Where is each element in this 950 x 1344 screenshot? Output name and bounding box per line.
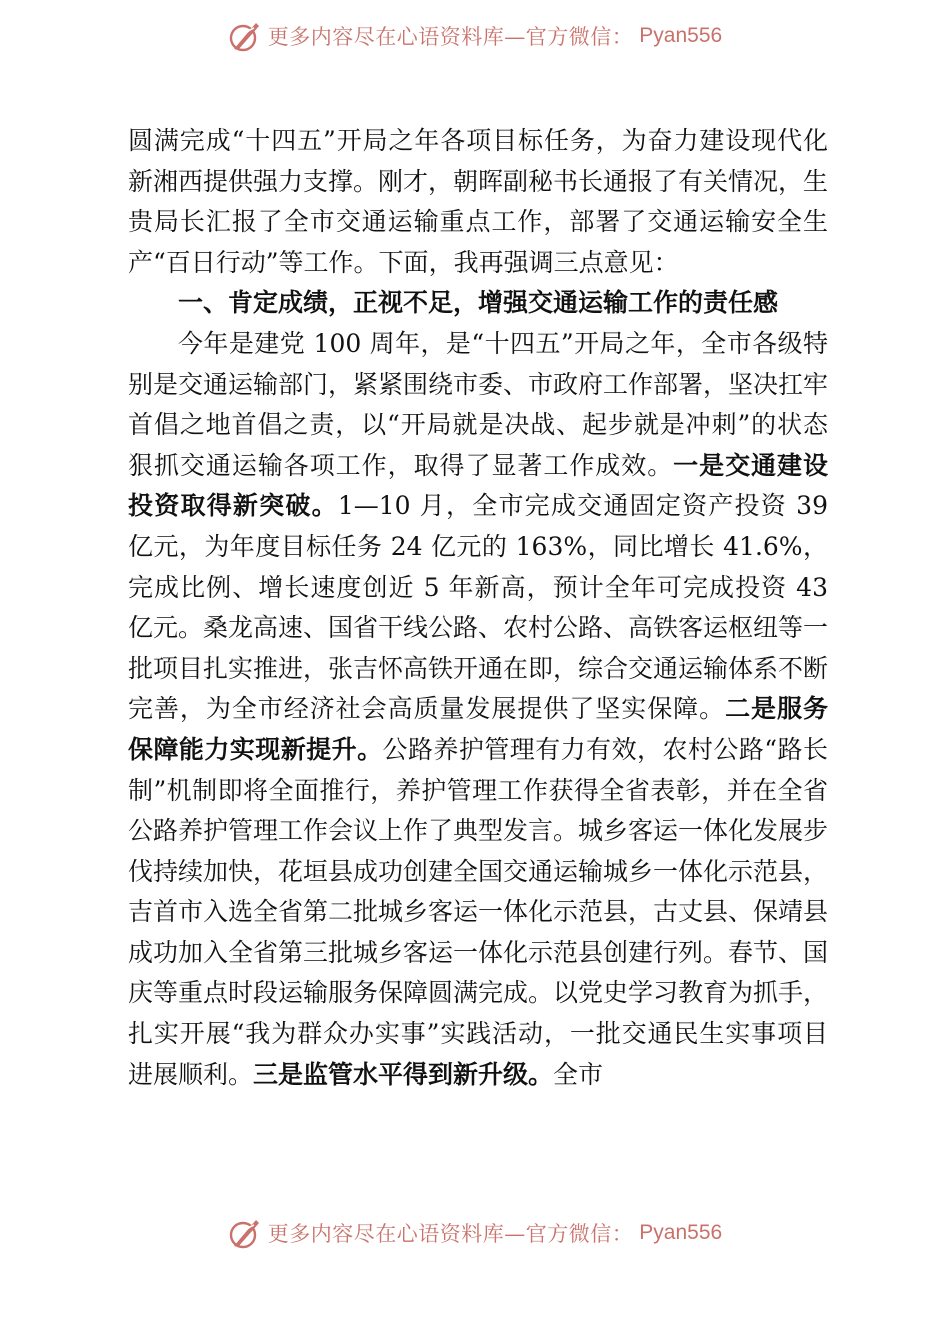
watermark-wechat-id: Pyan556 — [639, 1221, 723, 1244]
watermark-text: 更多内容尽在心语资料库—官方微信： — [267, 25, 634, 49]
bold-point-one: 一是交通建设投资取得新突破。 — [128, 450, 828, 521]
paragraph-text: 公路养护管理有力有效，农村公路“路长制”机制即将全面推行，养护管理工作获得全省表彰，并在全省公路养护管理工作会议上作了典型发言。城乡客运一体化发展步伐持续加快，花垣县成功创建全国交通运输城乡一体化示范县，吉首市入选全省第二批城乡客运一体化示范县，古丈县、保靖县成功加入全省第三批城乡客运一体化示范县创建行列。春节、国庆等重点时段运输服务保障圆满完成。以党史学习教育为抓手，扎实开展“我为群众办实事”实践活动，一批交通民生实事项目进展顺利。 — [128, 734, 829, 1089]
header-watermark — [0, 16, 950, 56]
quill-seal-icon — [228, 1216, 262, 1250]
document-body — [128, 121, 828, 1095]
bold-point-two: 二是服务保障能力实现新提升。 — [128, 694, 828, 764]
watermark-wechat-id: Pyan556 — [639, 24, 723, 47]
footer-watermark — [0, 1213, 950, 1253]
paragraph-text: 全市 — [553, 1059, 604, 1089]
paragraph-achievements — [128, 324, 828, 1095]
paragraph-text: 今年是建党 100 周年，是“十四五”开局之年，全市各级特别是交通运输部门，紧紧围绕市委、市政府工作部署，坚决扛牢首倡之地首倡之责，以“开局就是决战、起步就是冲刺”的状态狠抓交通运输各项工作，取得了显著工作成效。 — [128, 328, 829, 480]
paragraph-intro: 圆满完成“十四五”开局之年各项目标任务，为奋力建设现代化新湘西提供强力支撑。刚才，朝晖副秘书长通报了有关情况，生贵局长汇报了全市交通运输重点工作，部署了交通运输安全生产“百日行动”等工作。下面，我再强调三点意见： — [128, 126, 829, 277]
quill-seal-icon — [228, 19, 262, 53]
bold-point-three: 三是监管水平得到新升级。 — [253, 1059, 554, 1089]
watermark-text: 更多内容尽在心语资料库—官方微信： — [267, 1222, 634, 1246]
section-heading: 一、肯定成绩，正视不足，增强交通运输工作的责任感 — [178, 288, 779, 318]
paragraph-text: 1—10 月，全市完成交通固定资产投资 39 亿元，为年度目标任务 24 亿元的 163%，同比增长 41.6%， 完成比例、增长速度创近 5 年新高，预计全年可完成投资 43 亿元。桑龙高速、国省干线公路、农村公路、高铁客运枢纽等一批项目扎实推进，张吉怀高铁开通在即，综合交通运输体系不断完善，为全市经济社会高质量发展提供了坚实保障。 — [128, 491, 829, 724]
